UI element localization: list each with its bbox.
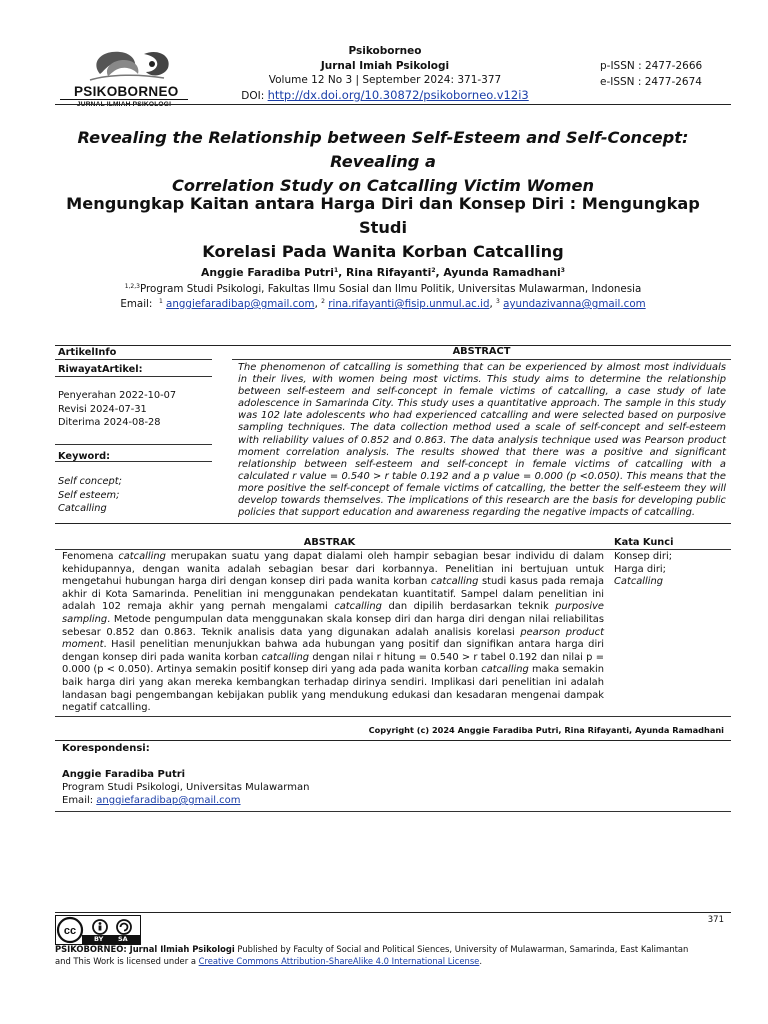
journal-logo (60, 44, 188, 108)
footer-license-suffix: . (479, 955, 483, 966)
abstract-text: The phenomenon of catcalling is something that can be experienced by almost most individuals in their lives, with women being most victims. This study aims to determine the relationship between self-esteem and self-concept in female victims of catcalling, a case study of late adolescence in Samarinda City. This study uses a quantitative approach. The sample in this study was 102 late adolescents who had experienced catcalling and were selected based on purposive sampling techniques. The data collection method used a scale of self-concept and self-esteem with reliability values of 0.852 and 0.863. The data analysis technique used was Pearson product moment correlation analysis. The results showed that there was a positive and significant relationship between self-esteem and self-concept in female victims of catcalling with a calculated r value = 0.540 > r table 0.192 and a p value = 0.000 (p <0.050). This means that the more positive the self-concept of female victims of catcalling, the better the self-esteem they will develop towards themselves. The implications of this research are the basis for developing public policies that support education and awareness regarding the negative impacts of catcalling. (238, 362, 726, 519)
kata-kunci-list (614, 551, 724, 589)
email-link-2[interactable]: rina.rifayanti@fisip.unmul.ac.id (328, 298, 490, 310)
cc-sa-label: SA (118, 935, 128, 943)
correspondence-bottom-rule (55, 811, 731, 812)
info-keyword-rule-2 (55, 461, 212, 462)
license-link[interactable]: Creative Commons Attribution-ShareAlike 4.0 International License (198, 955, 480, 966)
article-info-heading: ArtikelInfo (58, 347, 117, 358)
email-3-sup: 3 (496, 298, 500, 305)
svg-text:cc: cc (63, 925, 77, 937)
author-2: Rina Rifayanti (346, 266, 432, 279)
volume-line: Volume 12 No 3 | September 2024: 371-377 (268, 74, 502, 86)
journal-header (230, 44, 540, 103)
date-accepted: Diterima 2024-08-28 (58, 417, 161, 428)
header-divider (55, 104, 731, 105)
abstrak-top-rule (55, 523, 731, 524)
date-revised: Revisi 2024-07-31 (58, 403, 147, 415)
p-issn: p-ISSN : 2477-2666 (600, 60, 703, 72)
page-number: 371 (707, 915, 724, 925)
title-en-line-2: Correlation Study on Catcalling Victim Women (171, 176, 595, 195)
footer-license-prefix: and This Work is licensed under a (55, 955, 199, 966)
correspondence-top-rule (55, 740, 731, 741)
kata-kunci-1: Konsep diri; (614, 551, 673, 562)
keyword-3: Catcalling (58, 503, 107, 514)
article-info-column (58, 346, 212, 516)
e-issn: e-ISSN : 2477-2674 (600, 76, 702, 88)
issn-block (600, 58, 726, 90)
author-3: Ayunda Ramadhani (443, 266, 561, 279)
title-indonesian (60, 192, 706, 264)
cc-license-badge[interactable] (55, 915, 141, 945)
copyright-line: Copyright (c) 2024 Anggie Faradiba Putri, Rina Rifayanti, Ayunda Ramadhani (368, 725, 724, 735)
author-emails: Email: $^1$ anggiefaradibap@gmail.com, $^2$ rina.rifayanti@fisip.unmul.ac.id, $^3$ ayundazivanna@gmail.com (120, 298, 646, 310)
kata-kunci-2: Harga diri; (614, 563, 666, 575)
journal-name: Psikoborneo (348, 45, 422, 57)
email-label: Email: (120, 298, 153, 310)
abstract-head-rule (232, 359, 731, 360)
email-link-1[interactable]: anggiefaradibap@gmail.com (166, 298, 315, 310)
email-link-3[interactable]: ayundazivanna@gmail.com (503, 298, 646, 310)
history-heading: RiwayatArtikel: (58, 363, 143, 375)
logo-name: PSIKOBORNEO (74, 84, 179, 99)
doi-line (230, 88, 540, 104)
title-en-line-1: Revealing the Relationship between Self-Esteem and Self-Concept: Revealing a (77, 128, 689, 171)
logo-subtitle: JURNAL ILMIAH PSIKOLOGI (60, 99, 188, 108)
logo-emblem-icon (60, 44, 188, 88)
info-history-rule (55, 376, 212, 377)
author-2-sup: 2 (431, 267, 436, 274)
affiliation-sup: 1,2,3 (124, 283, 140, 290)
keyword-1: Self concept; (58, 476, 122, 487)
title-id-line-1: Mengungkap Kaitan antara Harga Diri dan Konsep Diri : Mengungkap Studi (66, 194, 700, 237)
kata-kunci-3: Catcalling (614, 576, 664, 588)
doi-link[interactable]: http://dx.doi.org/10.30872/psikoborneo.v12i3 (267, 87, 529, 102)
footer-text (55, 944, 731, 967)
kata-kunci-heading: Kata Kunci (614, 537, 674, 548)
footer-rule (55, 912, 731, 913)
correspondence-label: Korespondensi: (62, 743, 150, 754)
affiliation (60, 283, 706, 295)
email-1-sup: 1 (158, 298, 163, 305)
email-2-sup: 2 (321, 298, 325, 305)
author-1: Anggie Faradiba Putri (201, 266, 334, 279)
author-3-sup: 3 (560, 267, 565, 274)
title-english (60, 126, 706, 198)
keyword-heading: Keyword: (58, 450, 110, 462)
affiliation-text: Program Studi Psikologi, Fakultas Ilmu Sosial dan Ilmu Politik, Universitas Mulawarman, Indonesia (139, 283, 642, 295)
cc-by-label: BY (94, 935, 104, 943)
author-list: Anggie Faradiba Putri$^1$, Rina Rifayanti$^2$, Ayunda Ramadhani$^3$ (201, 266, 565, 279)
doi-label: DOI: (241, 89, 265, 102)
footer-published: Published by Faculty of Social and Political Siences, University of Mulawarman, Samarinda, East Kalimantan (234, 944, 689, 954)
abstrak-head-rule (55, 549, 731, 550)
title-id-line-2: Korelasi Pada Wanita Korban Catcalling (202, 242, 564, 261)
date-submitted: Penyerahan 2022-10-07 (58, 390, 177, 401)
abstrak-bottom-rule (55, 716, 731, 717)
correspondence-name: Anggie Faradiba Putri (62, 769, 186, 780)
correspondence-email-link[interactable]: anggiefaradibap@gmail.com (96, 795, 241, 806)
keyword-2: Self esteem; (58, 489, 120, 501)
correspondence-email-label: Email: (62, 795, 97, 806)
correspondence-email-line (62, 794, 722, 807)
abstract-heading: ABSTRACT (452, 346, 511, 357)
abstrak-heading: ABSTRAK (303, 537, 356, 548)
journal-subtitle: Jurnal Imiah Psikologi (320, 59, 450, 72)
correspondence-block (62, 742, 722, 807)
correspondence-dept: Program Studi Psikologi, Universitas Mulawarman (62, 782, 310, 793)
info-keyword-rule (55, 444, 212, 445)
author-1-sup: 1 (333, 267, 339, 274)
footer-journal-name: PSIKOBORNEO: Jurnal Ilmiah Psikologi (55, 944, 235, 954)
abstrak-text: Fenomena catcalling merupakan suatu yang dapat dialami oleh hampir sebagian besar individu di dalam kehidupannya, dengan wanita adalah sebagian besar dari korbannya. Penelitian ini bertujuan untuk mengetahui hubungan harga diri dengan konsep diri pada wanita korban catcalling studi kasus pada remaja akhir di Kota Samarinda. Penelitian ini menggunakan pendekatan kuantitatif. Sampel dalam penelitian ini adalah 102 remaja akhir yang pernah mengalami catcalling dan dipilih berdasarkan teknik purposive sampling. Metode pengumpulan data menggunakan skala konsep diri dan harga diri dengan nilai reliabilitas sebesar 0.852 dan 0.863. Teknik analisis data yang digunakan adalah analisis korelasi pearson product moment. Hasil penelitian menunjukkan bahwa ada hubungan yang positif dan signifikan antara harga diri dengan konsep diri pada wanita korban catcalling dengan nilai r hitung = 0.540 > r tabel 0.192 dan nilai p = 0.000 (p < 0.050). Artinya semakin positif konsep diri yang ada pada wanita korban catcalling maka semakin baik harga diri yang akan mereka kembangkan terhadap dirinya sendiri. Implikasi dari penelitian ini adalah landasan bagi pengembangan kebijakan publik yang mendukung edukasi dan kesadaran mengenai dampak negatif catcalling. (62, 551, 604, 714)
